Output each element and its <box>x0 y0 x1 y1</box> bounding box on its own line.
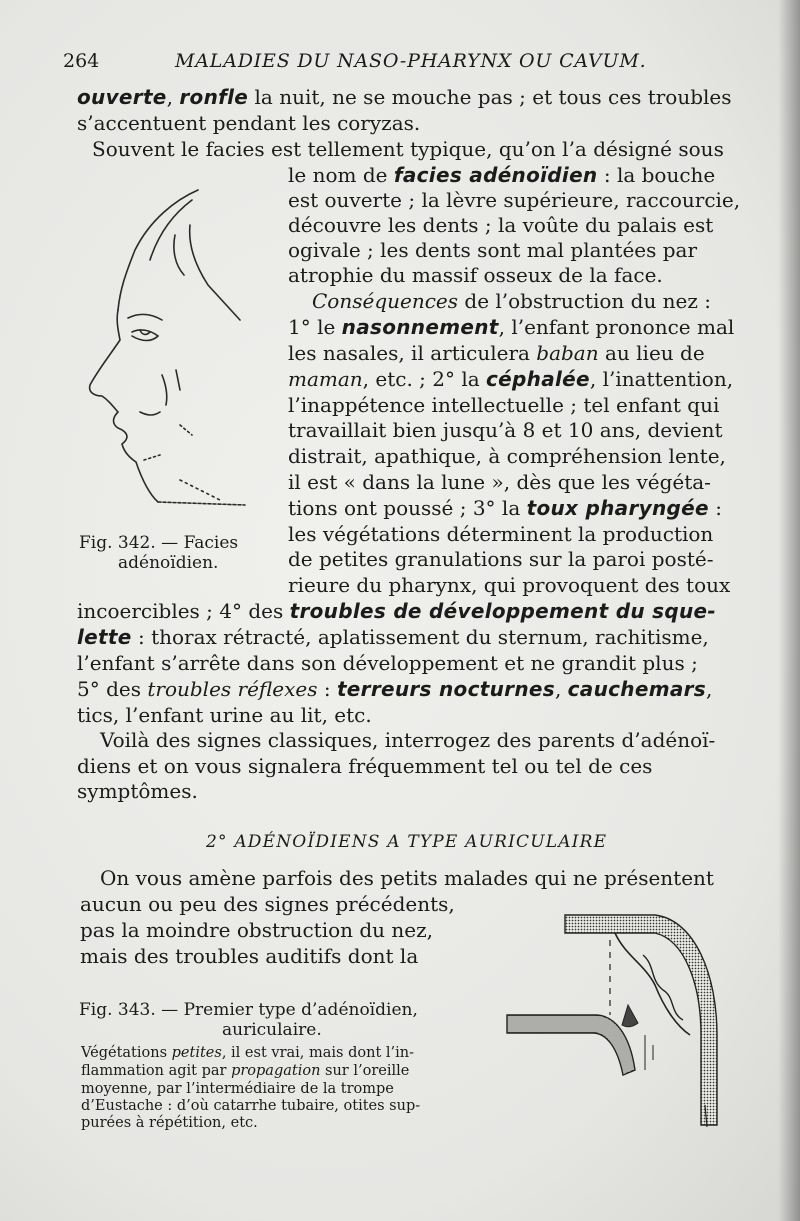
text-line: découvre les dents ; la voûte du palais est <box>288 213 714 237</box>
text-line: symptômes. <box>77 779 198 803</box>
section-heading: 2° ADÉNOÏDIENS A TYPE AURICULAIRE <box>206 832 608 852</box>
text-line: pas la moindre obstruction du nez, <box>80 918 434 942</box>
page-header <box>60 50 740 76</box>
text-line: il est « dans la lune », dès que les végéta- <box>288 470 711 494</box>
text-line: aucun ou peu des signes précédents, <box>80 892 455 916</box>
figure-343-note-line: flammation agit par propagation sur l’oreille <box>81 1063 410 1079</box>
text-line: diens et on vous signalera fréquemment tel ou tel de ces <box>77 754 653 778</box>
running-title: MALADIES DU NASO-PHARYNX OU CAVUM. <box>175 50 647 72</box>
book-spine-shadow <box>778 0 800 1221</box>
text-line: les végétations déterminent la production <box>288 522 714 546</box>
text-line: incoercibles ; 4° des troubles de développement du sque- <box>77 599 716 623</box>
text-line: de petites granulations sur la paroi posté- <box>288 547 714 571</box>
text-line: mais des troubles auditifs dont la <box>80 944 419 968</box>
text-line: rieure du pharynx, qui provoquent des toux <box>288 573 731 597</box>
text-line: ouverte, ronfle la nuit, ne se mouche pas ; et tous ces troubles <box>77 85 732 109</box>
text-line: est ouverte ; la lèvre supérieure, raccourcie, <box>288 188 741 212</box>
text-line: Voilà des signes classiques, interrogez des parents d’adénoï- <box>100 728 716 752</box>
figure-343-note-line: moyenne, par l’intermédiaire de la trompe <box>81 1081 394 1097</box>
page-number: 264 <box>63 50 100 72</box>
figure-343-note-line: d’Eustache : d’où catarrhe tubaire, otites sup- <box>81 1098 421 1114</box>
figure-343-caption-line2: auriculaire. <box>222 1020 322 1040</box>
text-line: le nom de facies adénoïdien : la bouche <box>288 163 716 187</box>
text-line: l’inappétence intellectuelle ; tel enfant qui <box>288 393 720 417</box>
text-line: tics, l’enfant urine au lit, etc. <box>77 703 372 727</box>
text-line: distrait, apathique, à compréhension lente, <box>288 444 726 468</box>
text-line: On vous amène parfois des petits malades qui ne présentent <box>100 866 714 890</box>
figure-343-caption-line1: Fig. 343. — Premier type d’adénoïdien, <box>79 1000 418 1020</box>
text-line: Souvent le facies est tellement typique, qu’on l’a désigné sous <box>92 137 724 161</box>
text-line: maman, etc. ; 2° la céphalée, l’inattention, <box>288 367 734 391</box>
text-line: lette : thorax rétracté, aplatissement du sternum, rachitisme, <box>77 625 709 649</box>
text-line: 5° des troubles réflexes : terreurs nocturnes, cauchemars, <box>77 677 713 701</box>
text-line: atrophie du massif osseux de la face. <box>288 263 663 287</box>
figure-342-caption-line2: adénoïdien. <box>118 553 219 573</box>
figure-342-profile-illustration <box>80 180 270 525</box>
figure-343-note-line: Végétations petites, il est vrai, mais dont l’in- <box>81 1045 415 1061</box>
figure-343-note-line: purées à répétition, etc. <box>81 1115 258 1131</box>
text-line: s’accentuent pendant les coryzas. <box>77 111 421 135</box>
text-line: ogivale ; les dents sont mal plantées par <box>288 238 698 262</box>
text-line: tions ont poussé ; 3° la toux pharyngée : <box>288 496 722 520</box>
text-line: travaillait bien jusqu’à 8 et 10 ans, devient <box>288 418 723 442</box>
text-line: Conséquences de l’obstruction du nez : <box>312 289 712 313</box>
figure-342-caption-line1: Fig. 342. — Facies <box>79 533 239 553</box>
text-line: les nasales, il articulera baban au lieu de <box>288 341 705 365</box>
figure-343-pharynx-diagram <box>505 895 735 1130</box>
text-line: 1° le nasonnement, l’enfant prononce mal <box>288 315 735 339</box>
text-line: l’enfant s’arrête dans son développement et ne grandit plus ; <box>77 651 698 675</box>
